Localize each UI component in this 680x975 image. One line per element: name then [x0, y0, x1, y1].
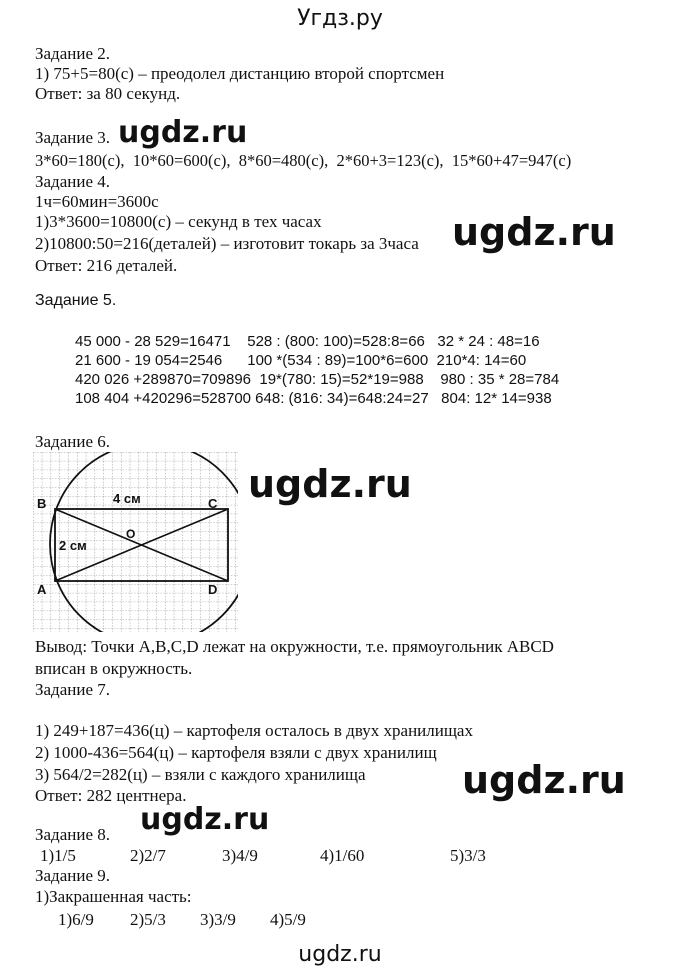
site-title: Угдз.ру — [297, 6, 383, 31]
task9-item: 3)3/9 — [200, 910, 236, 929]
task8-item: 1)1/5 — [40, 846, 76, 865]
task8-item: 5)3/3 — [450, 846, 486, 865]
label-a: A — [37, 582, 47, 597]
watermark: ugdz.ru — [248, 462, 412, 506]
task4-line1: 1ч=60мин=3600с — [35, 192, 159, 211]
label-top-length: 4 см — [113, 491, 141, 506]
task8-item: 2)2/7 — [130, 846, 166, 865]
task7-line2: 2) 1000-436=564(ц) – картофеля взяли с двух хранилищ — [35, 743, 437, 762]
task7-line1: 1) 249+187=436(ц) – картофеля осталось в двух хранилищах — [35, 721, 473, 740]
task5-row: 21 600 - 19 054=2546 100 *(534 : 89)=100*6=600 210*4: 14=60 — [75, 352, 527, 369]
task5-row: 45 000 - 28 529=16471 528 : (800: 100)=528:8=66 32 * 24 : 48=16 — [75, 333, 540, 350]
label-b: B — [37, 496, 47, 511]
task6-conclusion-line1: Вывод: Точки A,B,C,D лежат на окружности, т.е. прямоугольник ABCD — [35, 637, 554, 656]
label-c: C — [208, 496, 218, 511]
task9-item: 4)5/9 — [270, 910, 306, 929]
task4-title: Задание 4. — [35, 172, 110, 191]
task9-item: 2)5/3 — [130, 910, 166, 929]
task7-line3: 3) 564/2=282(ц) – взяли с каждого хранилища — [35, 765, 366, 784]
watermark: ugdz.ru — [118, 115, 248, 150]
task4-answer: Ответ: 216 деталей. — [35, 256, 178, 275]
task9-subtitle: 1)Закрашенная часть: — [35, 887, 192, 906]
watermark: ugdz.ru — [452, 210, 616, 254]
task8-item: 3)4/9 — [222, 846, 258, 865]
task4-line2: 1)3*3600=10800(с) – секунд в тех часах — [35, 212, 322, 231]
label-o: O — [126, 527, 136, 541]
task6-conclusion-line2: вписан в окружность. — [35, 659, 193, 678]
task4-line3: 2)10800:50=216(деталей) – изготовит токарь за 3часа — [35, 234, 419, 253]
task5-row: 420 026 +289870=709896 19*(780: 15)=52*19=988 980 : 35 * 28=784 — [75, 371, 560, 388]
task9-item: 1)6/9 — [58, 910, 94, 929]
task7-title: Задание 7. — [35, 680, 110, 699]
task2-answer: Ответ: за 80 секунд. — [35, 84, 181, 103]
watermark: ugdz.ru — [462, 758, 626, 802]
task5-row: 108 404 +420296=528700 648: (816: 34)=648:24=27 804: 12* 14=938 — [75, 390, 552, 407]
task8-item: 4)1/60 — [320, 846, 365, 865]
geometry-figure — [33, 452, 238, 632]
task5-title: Задание 5. — [35, 292, 117, 309]
label-side-length: 2 см — [59, 538, 87, 553]
task2-line1: 1) 75+5=80(с) – преодолел дистанцию второй спортсмен — [35, 64, 445, 83]
label-d: D — [208, 582, 218, 597]
task7-answer: Ответ: 282 центнера. — [35, 786, 187, 805]
task8-title: Задание 8. — [35, 825, 110, 844]
task6-title: Задание 6. — [35, 432, 110, 451]
task9-title: Задание 9. — [35, 866, 110, 885]
watermark: ugdz.ru — [140, 802, 270, 837]
task2-title: Задание 2. — [35, 44, 110, 63]
task3-title: Задание 3. — [35, 128, 110, 147]
task3-line1: 3*60=180(с), 10*60=600(с), 8*60=480(с), 2*60+3=123(с), 15*60+47=947(с) — [35, 151, 572, 170]
footer-watermark: ugdz.ru — [298, 942, 382, 967]
